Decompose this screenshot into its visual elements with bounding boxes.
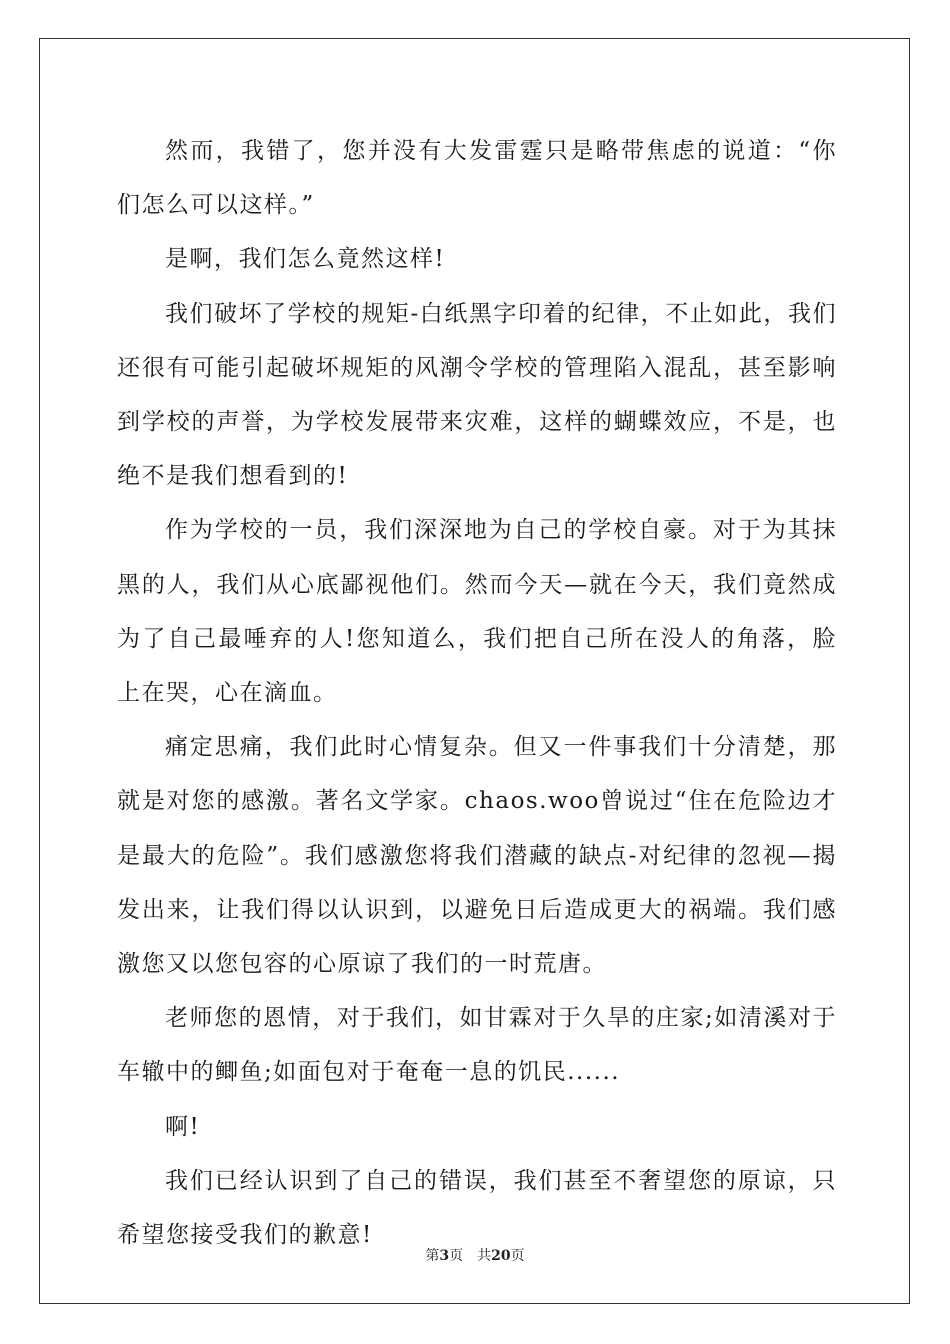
paragraph: 是啊，我们怎么竟然这样!	[165, 246, 446, 273]
total-page-number: 20	[491, 1248, 511, 1264]
total-prefix: 共	[477, 1248, 492, 1264]
document-body	[117, 124, 837, 1262]
page-unit: 页	[449, 1248, 464, 1264]
page-prefix: 第	[425, 1248, 440, 1264]
paragraph: 啊!	[165, 1113, 201, 1140]
paragraph: 我们破坏了学校的规矩-白纸黑字印着的纪律，不止如此，我们还很有可能引起破坏规矩的风潮令学校的管理陷入混乱，甚至影响到学校的声誉，为学校发展带来灾难，这样的蝴蝶效应，不是，也绝不是我们想看到的!	[117, 300, 837, 490]
paragraph: 我们已经认识到了自己的错误，我们甚至不奢望您的原谅，只希望您接受我们的歉意!	[117, 1167, 837, 1249]
paragraph: 作为学校的一员，我们深深地为自己的学校自豪。对于为其抹黑的人，我们从心底鄙视他们。然而今天—就在今天，我们竟然成为了自己最唾弃的人!您知道么，我们把自己所在没人的角落，脸上在哭，心在滴血。	[117, 517, 837, 707]
page-footer	[0, 1245, 950, 1265]
paragraph: 痛定思痛，我们此时心情复杂。但又一件事我们十分清楚，那就是对您的感激。著名文学家。chaos.woo曾说过“住在危险边才是最大的危险”。我们感激您将我们潜藏的缺点-对纪律的忽视—揭发出来，让我们得以认识到，以避免日后造成更大的祸端。我们感激您又以您包容的心原谅了我们的一时荒唐。	[117, 734, 837, 978]
paragraph: 然而，我错了，您并没有大发雷霆只是略带焦虑的说道：“你们怎么可以这样。”	[117, 138, 837, 219]
paragraph: 老师您的恩情，对于我们，如甘霖对于久旱的庄家;如清溪对于车辙中的鲫鱼;如面包对于奄奄一息的饥民......	[117, 1005, 837, 1086]
total-unit: 页	[510, 1248, 525, 1264]
current-page-number: 3	[439, 1248, 450, 1264]
